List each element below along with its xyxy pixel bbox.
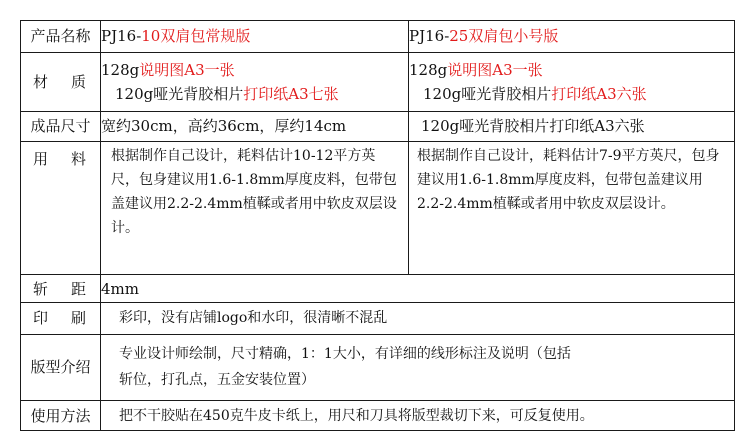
table-row-product-name xyxy=(21,21,735,53)
material-regular-l1-black: 128g xyxy=(101,60,140,79)
label-size xyxy=(21,112,101,142)
usage-small-text: 根据制作自己设计，耗料估计7-9平方英尺，包身建议用1.6-1.8mm厚度皮料，包带包盖建议用2.2-2.4mm植鞣或者用中软皮双层设计。 xyxy=(417,147,720,212)
label-spacing-a: 斩 xyxy=(33,279,49,298)
product-name-small-red: 25双肩包小号版 xyxy=(449,27,559,46)
label-intro xyxy=(21,334,101,401)
intro-line2: 斩位，打孔点，五金安装位置） xyxy=(119,372,315,389)
table-row-print xyxy=(21,302,735,334)
label-usage-a: 用 xyxy=(33,149,49,168)
label-product-name xyxy=(21,21,101,53)
size-regular: 宽约30cm，高约36cm，厚约14cm xyxy=(101,112,409,142)
material-regular-l2-red: 打印纸A3七张 xyxy=(243,84,339,103)
product-code-prefix: PJ16- xyxy=(101,27,142,46)
spacing-value: 4mm xyxy=(101,275,735,303)
table-row-intro xyxy=(21,334,735,401)
print-value: 彩印，没有店铺logo和水印，很清晰不混乱 xyxy=(101,302,735,334)
usage-regular-text: 根据制作自己设计，耗料估计10-12平方英尺，包身建议用1.6-1.8mm厚度皮料，包带包盖建议用2.2-2.4mm植鞣或者用中软皮双层设计。 xyxy=(111,147,397,236)
product-name-regular xyxy=(101,21,409,53)
material-regular-l1-red: 说明图A3一张 xyxy=(139,60,235,79)
product-spec-table xyxy=(20,20,735,431)
material-small-l1-black: 128g xyxy=(409,60,448,79)
table-row-spacing xyxy=(21,275,735,303)
material-regular-line2 xyxy=(101,85,408,103)
material-small xyxy=(409,52,735,111)
label-spacing xyxy=(21,275,101,303)
label-print-b: 刷 xyxy=(70,309,86,328)
product-code-prefix-2: PJ16- xyxy=(409,27,450,46)
usage-small xyxy=(409,141,735,274)
label-usage xyxy=(21,141,101,274)
method-value: 把不干胶贴在450克牛皮卡纸上，用尺和刀具将版型裁切下来，可反复使用。 xyxy=(101,401,735,431)
material-small-l1-red: 说明图A3一张 xyxy=(447,60,543,79)
label-method-text: 使用方法 xyxy=(30,406,91,425)
label-method xyxy=(21,401,101,431)
material-small-line2 xyxy=(409,85,734,103)
label-usage-b: 料 xyxy=(70,149,86,168)
size-small: 120g哑光背胶相片打印纸A3六张 xyxy=(409,112,735,142)
table-row-usage xyxy=(21,141,735,274)
label-material xyxy=(21,52,101,111)
intro-line1: 专业设计师绘制，尺寸精确，1：1大小，有详细的线形标注及说明（包括 xyxy=(119,346,571,363)
label-material-a: 材 xyxy=(33,72,49,91)
table-row-method xyxy=(21,401,735,431)
material-small-l2-red: 打印纸A3六张 xyxy=(551,84,647,103)
table-row-size xyxy=(21,112,735,142)
usage-regular xyxy=(101,141,409,274)
material-small-line1 xyxy=(409,61,734,79)
material-regular-l2-black: 120g哑光背胶相片 xyxy=(115,84,244,103)
material-small-l2-black: 120g哑光背胶相片 xyxy=(423,84,552,103)
label-product-name-text: 产品名称 xyxy=(30,27,91,46)
material-regular-line1 xyxy=(101,61,408,79)
product-name-small xyxy=(409,21,735,53)
label-size-text: 成品尺寸 xyxy=(30,117,91,136)
label-material-b: 质 xyxy=(70,72,86,91)
label-print-a: 印 xyxy=(33,309,49,328)
label-print xyxy=(21,302,101,334)
table-row-material xyxy=(21,52,735,111)
intro-value xyxy=(101,334,735,401)
label-spacing-b: 距 xyxy=(70,279,86,298)
label-intro-text: 版型介绍 xyxy=(30,358,91,377)
material-regular xyxy=(101,52,409,111)
product-name-regular-red: 10双肩包常规版 xyxy=(141,27,251,46)
